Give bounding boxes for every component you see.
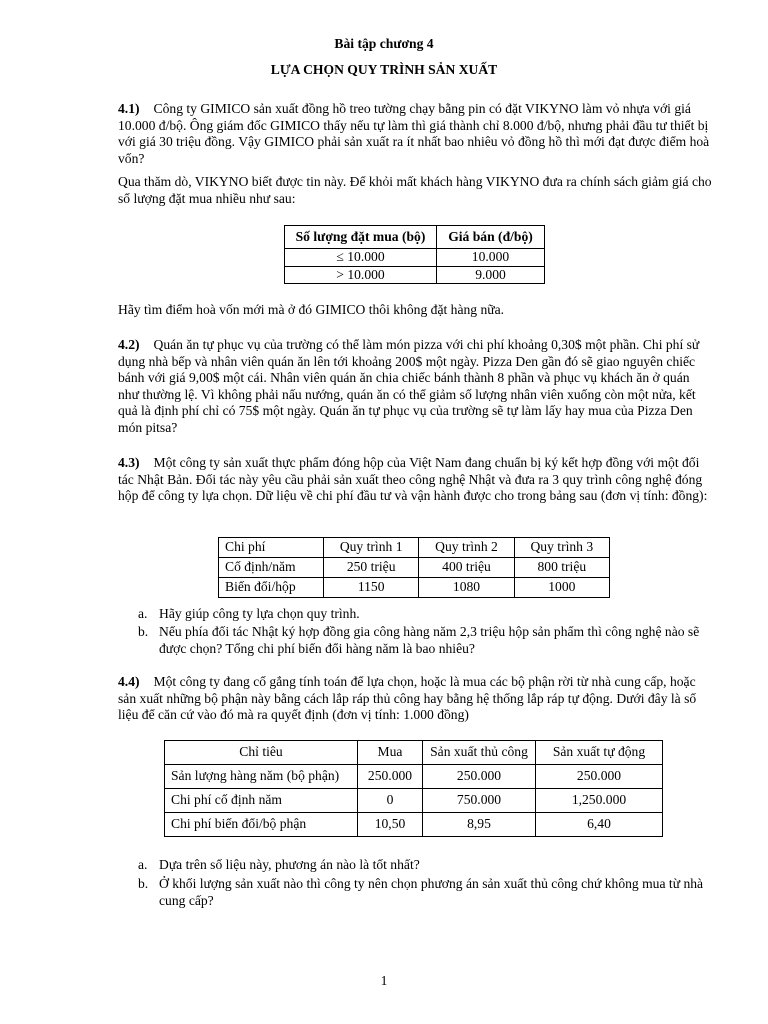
table-cell: 1150 xyxy=(324,578,419,598)
table-row xyxy=(285,249,545,267)
list-item xyxy=(138,624,718,657)
exercise-4-1 xyxy=(118,101,712,167)
table-header-row xyxy=(219,538,610,558)
table-cell: 0 xyxy=(358,789,423,813)
list-item-text: Ở khối lượng sản xuất nào thì công ty nên chọn phương án sản xuất thủ công chứ không mua từ nhà cung cấp? xyxy=(159,876,704,908)
table-cell: 8,95 xyxy=(423,813,536,837)
table-cell: 750.000 xyxy=(423,789,536,813)
table-cell: 250.000 xyxy=(423,765,536,789)
table-cell: 10.000 xyxy=(437,249,545,267)
table-cell: 400 triệu xyxy=(419,558,514,578)
table-header-cell: Sản xuất thủ công xyxy=(423,741,536,765)
exercise-4-1-paragraph-2: Qua thăm dò, VIKYNO biết được tin này. Để khỏi mất khách hàng VIKYNO đưa ra chính sách giảm giá cho số lượng đặt mua nhiều như sau: xyxy=(118,174,712,206)
exercise-4-1-question: Hãy tìm điểm hoà vốn mới mà ở đó GIMICO thôi không đặt hàng nữa. xyxy=(118,302,505,317)
table-cell: 250 triệu xyxy=(324,558,419,578)
table-cell: 250.000 xyxy=(536,765,663,789)
table-cell: 6,40 xyxy=(536,813,663,837)
list-marker: a. xyxy=(138,857,148,872)
table-cell: 250.000 xyxy=(358,765,423,789)
table-header-cell: Quy trình 1 xyxy=(324,538,419,558)
table-header-cell: Sản xuất tự động xyxy=(536,741,663,765)
table-row xyxy=(285,266,545,284)
table-header-cell: Số lượng đặt mua (bộ) xyxy=(285,226,437,249)
list-item xyxy=(138,606,718,623)
table-cell: Chi phí biến đổi/bộ phận xyxy=(165,813,358,837)
table-header-cell: Chi phí xyxy=(219,538,324,558)
list-item-text: Nếu phía đối tác Nhật ký hợp đồng gia công hàng năm 2,3 triệu hộp sản phẩm thì công nghệ nào sẽ được chọn? Tổng chi phí biến đổi hàng năm là bao nhiêu? xyxy=(159,624,700,656)
table-row xyxy=(165,765,663,789)
table-cell: 1000 xyxy=(514,578,609,598)
table-header-cell: Quy trình 2 xyxy=(419,538,514,558)
page-number: 1 xyxy=(380,973,388,988)
document-title: Bài tập chương 4 xyxy=(334,36,434,51)
table-cell: 1,250.000 xyxy=(536,789,663,813)
exercise-number: 4.4) xyxy=(118,674,140,689)
table-row xyxy=(219,558,610,578)
list-item-text: Hãy giúp công ty lựa chọn quy trình. xyxy=(159,606,360,621)
exercise-4-2 xyxy=(118,337,712,436)
exercise-text: Một công ty sản xuất thực phẩm đóng hộp của Việt Nam đang chuẩn bị ký kết hợp đồng với một đối tác Nhật Bản. Đối tác này yêu cầu phải sản xuất theo công nghệ Nhật và đưa ra 3 quy trình công nghệ đóng hộp để công ty lựa chọn. Dữ liệu về chi phí đầu tư và vận hành được cho trong bảng sau (đơn vị tính: đồng): xyxy=(118,455,708,504)
list-item-text: Dựa trên số liệu này, phương án nào là tốt nhất? xyxy=(159,857,420,872)
table-row xyxy=(165,813,663,837)
table-header-cell: Quy trình 3 xyxy=(514,538,609,558)
exercise-text: Một công ty đang cố gắng tính toán để lựa chọn, hoặc là mua các bộ phận rời từ nhà cung cấp, hoặc sản xuất những bộ phận này bằng cách lắp ráp thủ công hay bằng hệ thống lắp ráp tự động. Dưới đây là số liệu để căn cứ vào đó mà ra quyết định (đơn vị tính: 1.000 đồng) xyxy=(118,674,697,723)
table-cell: Sản lượng hàng năm (bộ phận) xyxy=(165,765,358,789)
document-subtitle: LỰA CHỌN QUY TRÌNH SẢN XUẤT xyxy=(270,62,498,77)
table-header-cell: Chỉ tiêu xyxy=(165,741,358,765)
list-marker: b. xyxy=(138,624,149,639)
make-or-buy-table xyxy=(164,740,663,837)
table-cell: Biến đổi/hộp xyxy=(219,578,324,598)
exercise-number: 4.3) xyxy=(118,455,140,470)
table-cell: 800 triệu xyxy=(514,558,609,578)
table-cell: 10,50 xyxy=(358,813,423,837)
exercise-text: Quán ăn tự phục vụ của trường có thể làm món pizza với chi phí khoảng 0,30$ một phần. Chi phí sử dụng nhà bếp và nhân viên quán ăn lên tới khoảng 200$ một ngày. Pizza Den gần đó sẽ giao nguyên chiếc bánh với giá 9,00$ một cái. Nhân viên quán ăn chia chiếc bánh thành 8 phần và phục vụ khách ăn ở quán như thường lệ. Vì không phải nấu nướng, quán ăn có thể giảm số lượng nhân viên xuống còn một nửa, kết quả là định phí chỉ có 75$ một ngày. Quán ăn tự phục vụ của trường sẽ tự làm lấy hay mua của Pizza Den món pitsa? xyxy=(118,337,700,435)
discount-table xyxy=(284,225,545,284)
table-header-row xyxy=(285,226,545,249)
table-cell: 9.000 xyxy=(437,266,545,284)
table-row xyxy=(219,578,610,598)
table-cell: Chi phí cố định năm xyxy=(165,789,358,813)
exercise-number: 4.1) xyxy=(118,101,140,116)
table-cell: 1080 xyxy=(419,578,514,598)
exercise-4-3 xyxy=(118,455,712,505)
list-marker: b. xyxy=(138,876,149,891)
table-header-cell: Giá bán (đ/bộ) xyxy=(437,226,545,249)
table-row xyxy=(165,789,663,813)
table-cell: Cố định/năm xyxy=(219,558,324,578)
exercise-number: 4.2) xyxy=(118,337,140,352)
table-cell: > 10.000 xyxy=(285,266,437,284)
list-marker: a. xyxy=(138,606,148,621)
table-cell: ≤ 10.000 xyxy=(285,249,437,267)
exercise-text: Công ty GIMICO sản xuất đồng hồ treo tường chạy bằng pin có đặt VIKYNO làm vỏ nhựa với giá 10.000 đ/bộ. Ông giám đốc GIMICO thấy nếu tự làm thì giá thành chỉ 8.000 đ/bộ, nhưng phải đầu tư thiết bị với giá 30 triệu đồng. Vậy GIMICO phải sản xuất ra ít nhất bao nhiêu vỏ đồng hồ thì mới đạt được điểm hoà vốn? xyxy=(118,101,710,166)
table-header-cell: Mua xyxy=(358,741,423,765)
exercise-4-4 xyxy=(118,674,712,724)
table-header-row xyxy=(165,741,663,765)
process-cost-table xyxy=(218,537,610,598)
list-item xyxy=(138,876,718,909)
list-item xyxy=(138,857,718,874)
